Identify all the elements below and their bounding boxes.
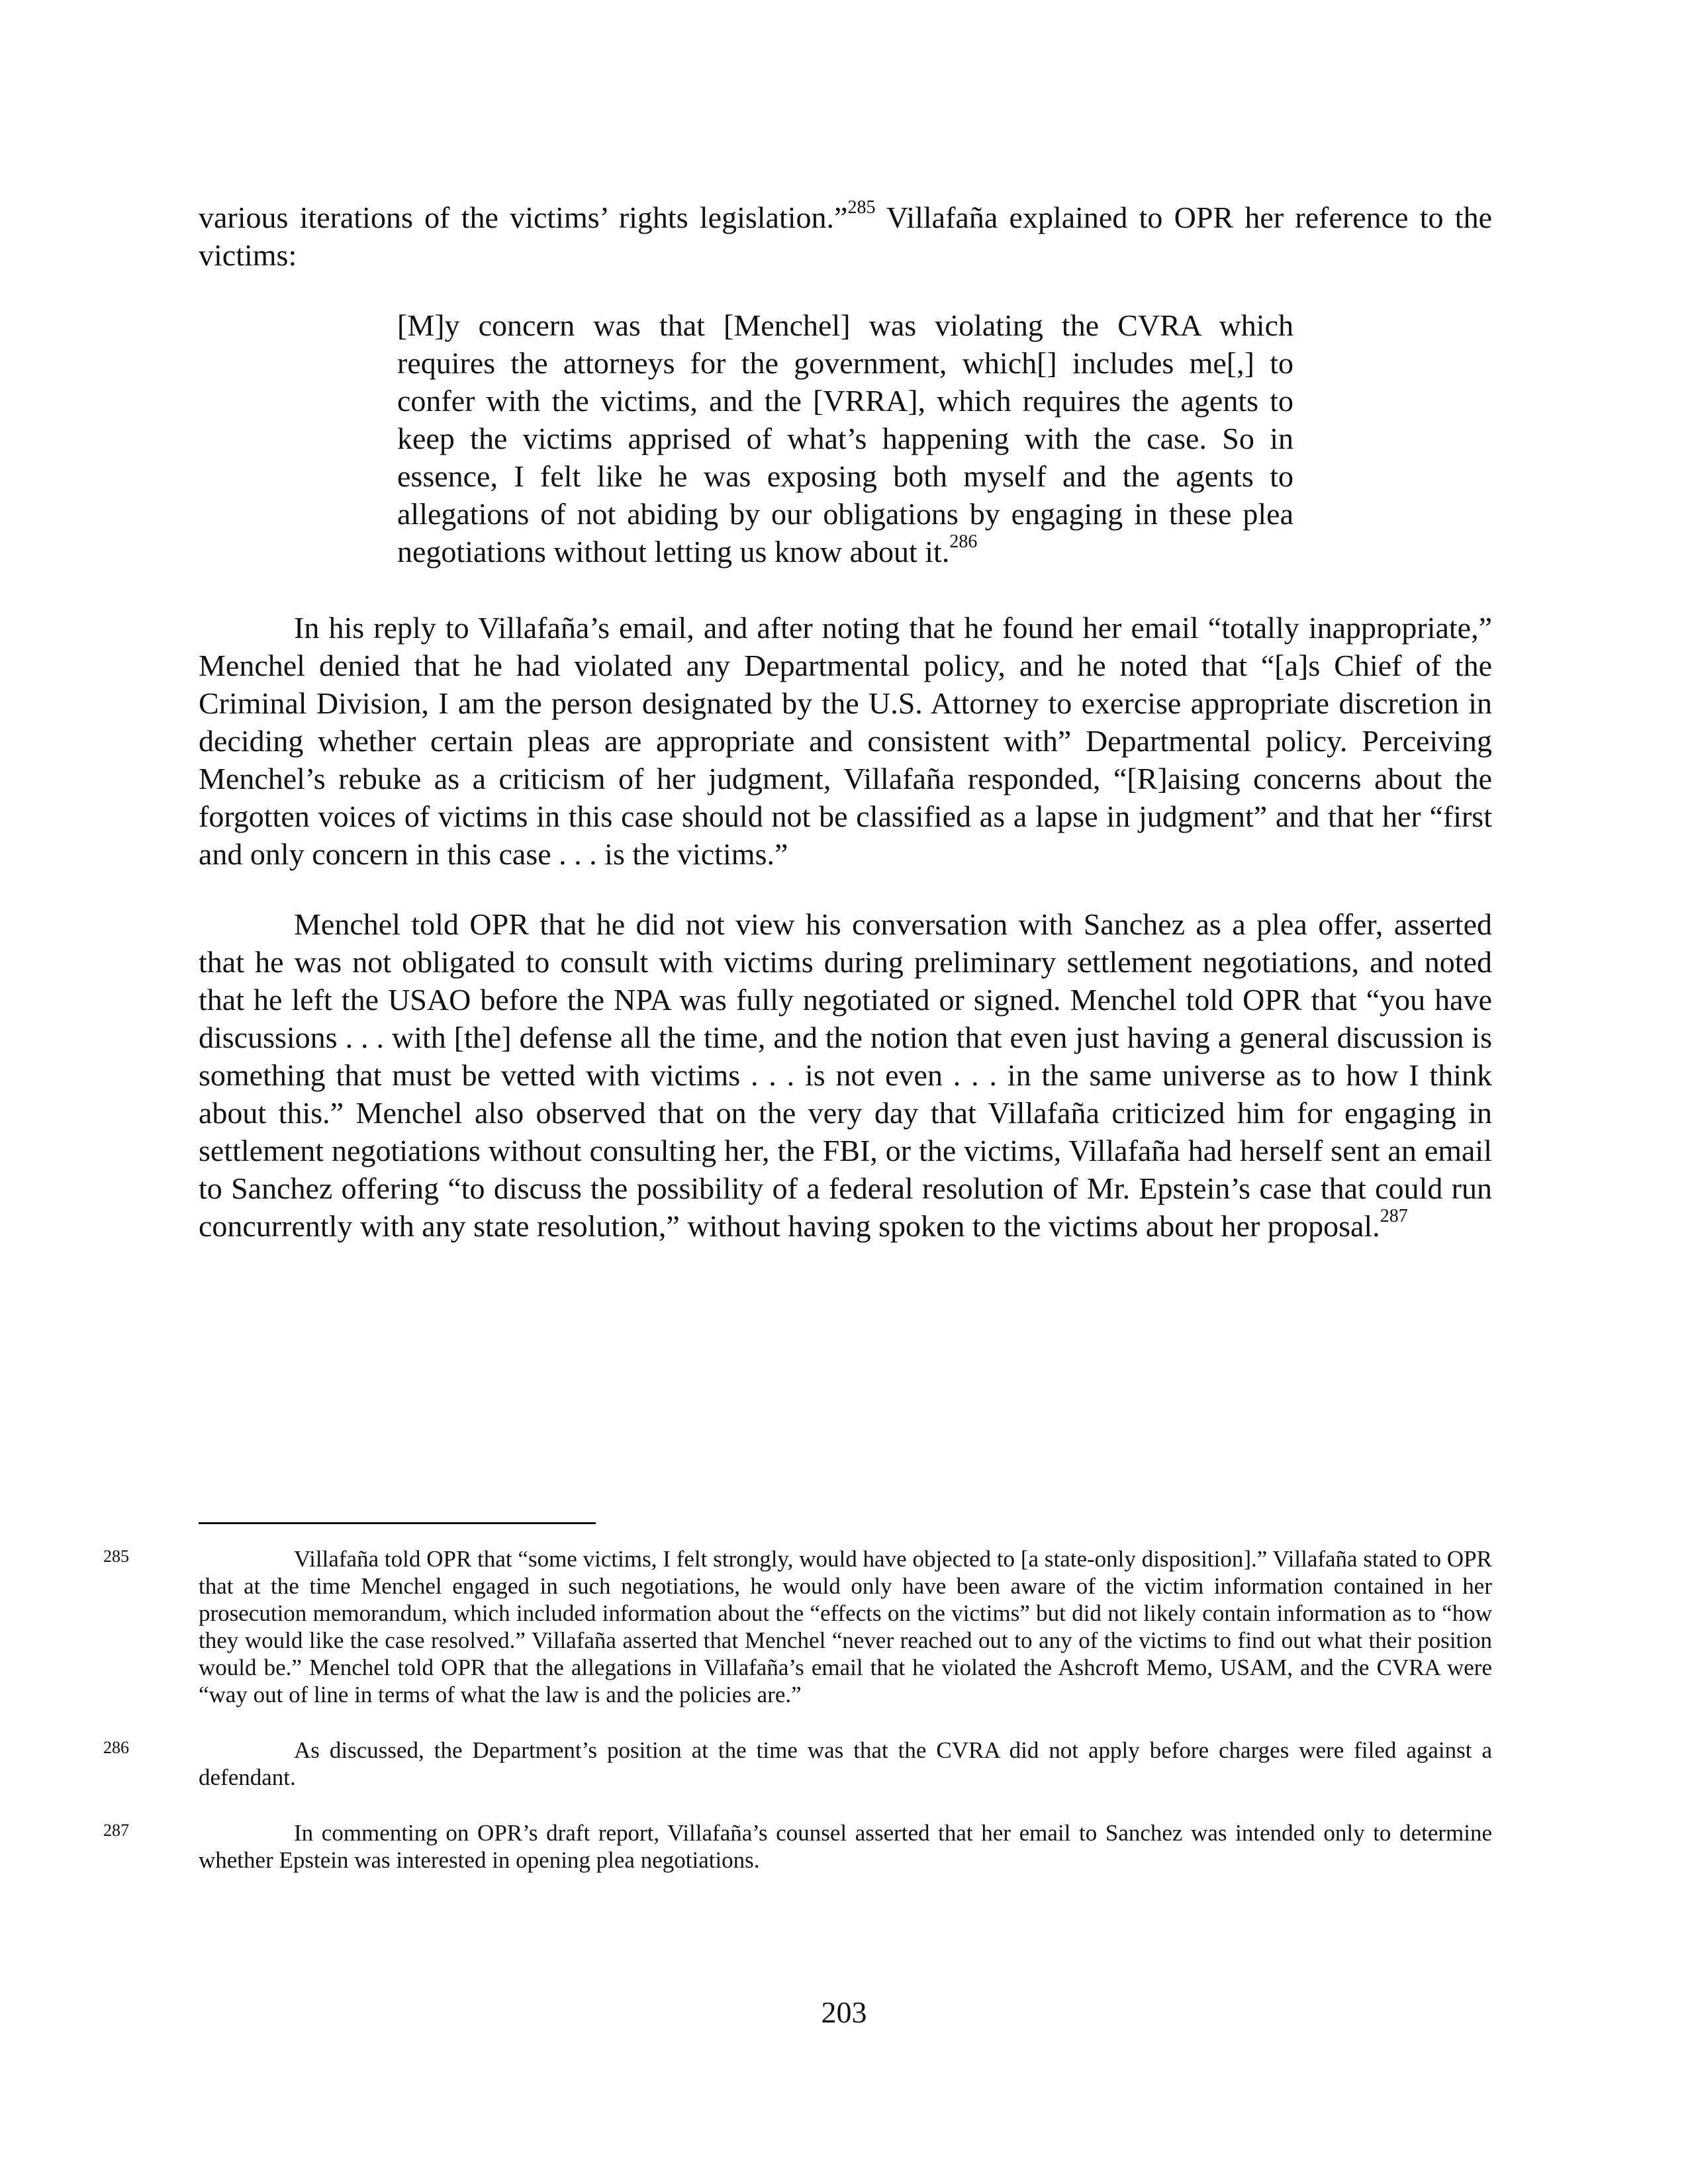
footnote-text: Villafaña told OPR that “some victims, I felt strongly, would have objected to [a state-only disposition].” Villafaña stated to OPR that at the time Menchel engaged in such negotiations, he would only have been aware of the victim information contained in her prosecution memorandum, which included information about the “effects on the victims” but did not likely contain information as to “how they would like the case resolved.” Villafaña asserted that Menchel “never reached out to any of the victims to find out what their position would be.” Menchel told OPR that the allegations in Villafaña’s email that he violated the Ashcroft Memo, USAM, and the CVRA were “way out of line in terms of what the law is and the policies are.” [199, 1546, 1492, 1707]
paragraph-menchel [199, 905, 1492, 1245]
footnote-text: As discussed, the Department’s position at the time was that the CVRA did not apply before charges were filed against a defendant. [199, 1737, 1492, 1790]
footnote-number: 287 [103, 1821, 129, 1840]
footnotes [103, 1545, 1492, 1902]
lead-text-a: various iterations of the victims’ rights legislation.” [199, 201, 848, 234]
footnote-number: 286 [103, 1738, 129, 1757]
block-quote [397, 306, 1293, 570]
footnote-separator [199, 1522, 596, 1524]
paragraph-reply [199, 609, 1492, 873]
paragraph-menchel-text: Menchel told OPR that he did not view his conversation with Sanchez as a plea offer, asserted that he was not obligated to consult with victims during preliminary settlement negotiations, and noted that he left the USAO before the NPA was fully negotiated or signed. Menchel told OPR that “you have discussions . . . with [the] defense all the time, and the notion that even just having a general discussion is something that must be vetted with victims . . . is not even . . . in the same universe as to how I think about this.” Menchel also observed that on the very day that Villafaña criticized him for engaging in settlement negotiations without consulting her, the FBI, or the victims, Villafaña had herself sent an email to Sanchez offering “to discuss the possibility of a federal resolution of Mr. Epstein’s case that could run concurrently with any state resolution,” without having spoken to the victims about her proposal. [199, 907, 1492, 1243]
footnote-number: 285 [103, 1547, 129, 1566]
paragraph-reply-text: In his reply to Villafaña’s email, and after noting that he found her email “totally inappropriate,” Menchel denied that he had violated any Departmental policy, and he noted that “[a]s Chief of the Criminal Division, I am the person designated by the U.S. Attorney to exercise appropriate discretion in deciding whether certain pleas are appropriate and consistent with” Departmental policy. Perceiving Menchel’s rebuke as a criticism of her judgment, Villafaña responded, “[R]aising concerns about the forgotten voices of victims in this case should not be classified as a lapse in judgment” and that her “first and only concern in this case . . . is the victims.” [199, 611, 1492, 871]
footnote-text: In commenting on OPR’s draft report, Villafaña’s counsel asserted that her email to Sanchez was intended only to determine whether Epstein was interested in opening plea negotiations. [199, 1820, 1492, 1873]
footnote-285 [103, 1545, 1492, 1708]
block-quote-text: [M]y concern was that [Menchel] was violating the CVRA which requires the attorneys for the government, which[] includes me[,] to confer with the victims, and the [VRRA], which requires the agents to keep the victims apprised of what’s happening with the case. So in essence, I felt like he was exposing both myself and the agents to allegations of not abiding by our obligations by engaging in these plea negotiations without letting us know about it. [397, 308, 1293, 569]
footnote-ref-285[interactable]: 285 [847, 197, 876, 218]
lead-paragraph [199, 199, 1492, 274]
page-number: 203 [821, 1995, 867, 2029]
footnote-ref-286[interactable]: 286 [949, 531, 978, 552]
footnote-286 [103, 1737, 1492, 1791]
lead-text-b: Villafaña explained to OPR her reference to the victims: [199, 201, 1492, 272]
footnote-ref-287[interactable]: 287 [1380, 1205, 1408, 1226]
footnote-287 [103, 1819, 1492, 1874]
